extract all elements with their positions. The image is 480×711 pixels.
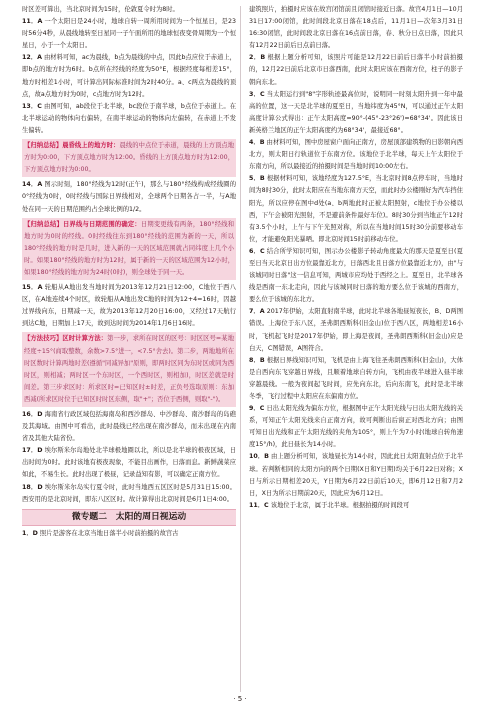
answer-text: 当太阳运行到"8"字形轨迹最高位时，说明同一时刻太阳升到一年中最高的位置，这一天是北半球的夏至日，当地纬度为45°N，可以通过正午太阳高度计算公式得出：正午太阳高度=90°-(45°-23°26')=68°34'。因此该日新英格兰地区的正午太阳高度约为68°34'，最接近68°。 [249,90,463,134]
summary-box-terminator-time [22,139,236,177]
box-tag: 【归纳总结】日界线与日期范围的确定： [24,220,141,228]
answer-text: 由图可知，ab段位于北半球，bc段位于南半球，b点位于赤道上。在北半球运动的物体向右偏转，在南半球运动的物体向左偏转，在赤道上不发生偏转。 [22,102,237,134]
answer-text: 由材料可知，图中房屋窗户面向正南方，房屋顶部建筑物的日影朝向西北方，则太阳日行轨道位于东南方位。该地位于北半球，每天上午太阳位于东南方向，所以最接近的拍摄时间是当地时间10:00左右。 [249,139,463,171]
answer-text: 由材料可知，ac为晨线，b点为晨线的中点，因此b点应位于赤道上，即b点的地方时为6时。b点所在经线的经度为50°E，根据经度每相差15°，地方时相差1小时，可计算出同际标准时间为2时40分。a、c两点为晨线的顶点，故a点地方时为0时，c点地方时为12时。 [22,54,236,98]
answer-11 [249,500,463,512]
answer-6 [249,246,463,306]
answer-number: 7．A [249,308,265,316]
column-divider [240,6,241,692]
answer-number: 11．A [22,18,43,26]
answer-16 [22,409,236,445]
box-text: 日期变更线有两条，180°经线和地方时为0时的经线。0时经线往东到180°经线的范围为新的一天，所以180°经线的地方时是几时，进入新的一天的区域范围就占同纬度上几个小时。如果180°经线的地方时为12时，属于新的一天的区域范围为12小时，如果180°经线的地方时为24时(0时)，则全球处于同一天。 [24,220,235,276]
answer-text: 根据材料可知，该地经度为127.5°E，当北京时间8点停车时，当地时间为8时30分，此时太阳应在当地东南方天空，而此时办公楼刚好为汽车挡住阳光，所以应停在图中d处(a、b两地此时正被太阳照射，c地位于办公楼以西，下午会被阳光照射，不是避前条件最好车位)。8时30分到当地正午12时有3.5个小时，上午与下午光照对称，所以在当地时间15时30分前要移动车位，才能避免阳光暴晒。即北京时间15时前移动车位。 [249,175,463,243]
answer-9 [249,403,463,451]
left-column [22,4,236,540]
answer-number: 2．B [249,54,266,62]
answer-1 [22,528,236,540]
answer-4 [249,137,463,173]
answer-text: 根据上题分析可知，该照片可能是12月22日前后日落半小时前拍摄的，12月22日前后北京市日落西南，此时太阳应该在西南方位，柱子的影子朝向东北。 [249,54,463,86]
answer-text: 根据日界线知识可知，飞机是由上海飞往圣弗朗西斯科(旧金山)，大体是自西向东飞穿越日界线，且顺着地球自转方向，飞机由夜半球进入昼半球穿越晨线。一般为夜间起飞时间，应先向东北，后向东南飞，此时是北半球冬季，飞行过程中太阳应在东偏南方位。 [249,356,463,400]
answer-text: 一个太阳日是24小时，地球自转一周所用时间为一个恒星日，是23时56分4秒，从晨线地转至日星同一子午面所用的地球恒夜变骨周期为一个恒星日，小于一个太阳日。 [22,18,236,50]
box-text: 第一步，求所在时区的区号：时区区号=某地经度÷15°(商取整数，余数>7.5°进一，<7.5°舍去)。第二步，两地地所在时区数时计算两地时差(遵循"同减异加"原则，即两时区同为东时区或同为西时区，则相减；两时区一个东时区，一个西时区，则相加)，时区差就是时间差。第三步求区时：所求区时=已知区时±时差，正负号选取原则：东加西减(所求区时位于已知区时时区东侧，取"+"；否位于西侧，则取"-")。 [24,335,234,403]
answer-10 [249,451,463,499]
answer-number: 11．C [249,501,269,509]
answer-text: 海南省行政区域包括海南岛和西沙群岛、中沙群岛、南沙群岛的岛礁及其海域。由图中可看出，此时晨线已经出现在南沙群岛，而未出现在内南省及其他大陆省份。 [22,411,236,443]
answer-11 [22,16,236,52]
answer-continuation: 建筑照片，拍摄时应该在故宫闭馆前且闭馆时接近日落。故宫4月1日—10月31日17:00闭馆，此时间段北京日落在18点后，11月1日—次年3月31日16:30闭馆，此时间段北京日落在16点前日落，春、秋分日点日落，因此只有12月22日前后日点前日落。 [249,6,463,50]
answer-number: 9．C [249,405,265,413]
page-number: · 5 · [233,695,247,703]
answer-17 [22,445,236,481]
right-column [249,4,463,512]
answer-number: 16．D [22,411,43,418]
answer-text: 2017年伊始，太阳直射南半球，此时北半球各地昼短夜长，B、D两图错误。上海位于东八区，圣弗朗西斯科(旧金山)位于西八区，两地相差16小时，飞机起飞时是2017年伊始，即上海是夜间，圣弗朗西斯科(旧金山)应是白天，C图错误，A图符合。 [249,308,463,352]
answer-text: 图示时刻，180°经线为12时(正午)，那么与180°经线构成经线圈的0°经线为0时，0时经线与国际日界线相对，全球两个日期各占一半，与A地处在同一天的日期范围约占全球比例的1/2。 [22,181,236,213]
answer-continuation: 时区差可算出，当北京时间为15时，伦敦夏令时为8时。 [22,6,179,13]
box-tag: 【方法技巧】区时计算方法： [24,335,108,343]
box-tag: 【归纳总结】晨昏线上的地方时： [24,142,120,150]
answer-text: 轮船从A地出发当地时间为2013年12月21日12:00，C地位于西八区，在A地连续4个时区，故轮船从A地出发C地的时间为12+4=16时，因越过界线向东，日期减一天，故为2013年12月20日16:00，又经过17天航行到达C地，日期加上17天，故到达时间为2014年1月6日16时。 [22,284,236,328]
answer-number: 12．A [22,54,42,62]
answer-number: 3．C [249,90,265,98]
answer-text: 照片是游客在北京当地日落半小时前拍摄的故宫古 [39,529,179,537]
answer-text: 埃尔斯米尔岛地处北半球极地圈以北，所以是北半球的极夜区域，日出时间为0时。此时该地有极夜现象，不能目出画作，日落而息。新鲜蔬菜应如此，不易生长。此时出现了极昼，记录益知有影，可以确定正南方位。 [22,447,236,479]
summary-box-date-line [22,218,236,280]
answer-number: 18．D [22,483,43,491]
answer-number: 5．B [249,175,265,183]
answer-number: 10．B [249,453,269,461]
answer-number: 1．D [22,529,38,537]
answer-8 [249,355,463,403]
box-text: 晨线的中点位于赤道，晨线的上方顶点地方时为0:00，下方顶点地方时为12:00。昏线的上方顶点地方时为12:00，下方顶点地方时为0:00。 [24,142,235,174]
answer-number: 14．A [22,181,43,189]
answer-7 [249,306,463,354]
method-box-zone-time [22,332,236,407]
answer-number: 17．D [22,447,43,455]
answer-text: 结合所学知识可知，图示办公楼影子转动角度最大的那天是夏至日(夏至日当天北京日出方位最靠近北方，日落西北且日落方位最靠近北方)，由"与该城同时日落"这一信息可知，两城市应均处于西经之上。夏至日，北半球各线是西南一东北走向，因此与该城同时日落的地方要么位于该城的西南方，要么位于该城的东北方。 [249,247,463,304]
answer-12 [22,52,236,100]
answer-5 [249,173,463,246]
answer-text: 埃尔斯米尔岛实行夏令时，此时当地西五区区时是5月31日15:00。西安用的是北京时间，即东八区区时。故计算得出北京时间是6月1日4:00。 [22,483,236,503]
answer-14 [22,179,236,215]
answer-number: 4．B [249,139,265,147]
answer-text: 日出太阳光线为偏东方位，根据图中正午太阳光线与日出太阳光线的关系，可知正午太阳光线来自正南方向，故可判断出后窗正对西北方向；由图可知日出光线和正午太阳光线的夹角为105°，则上午为7小时(地球自转角速度15°/h)，此日昼长为14小时。 [249,405,463,449]
answer-text: 该地位于北京，属于北半球。根据拍摄的时间段可 [270,501,410,509]
answer-number: 6．C [249,247,265,255]
answer-13 [22,101,236,137]
section-title: 微专题二 太阳的周日视运动 [22,509,236,526]
answer-15 [22,282,236,330]
answer-18 [22,482,236,506]
answer-3 [249,89,463,137]
answer-number: 13．C [22,102,42,110]
answer-text: 由上题分析可知，该地昼长为14小时，因此此日太阳直射点位于北半球。若判断相同的太阳方向的两个日期(X日和Y日期)均关于6月22日对称；X日与所示日期相差20天，Y日期为6月22日前后10天，即6月12日和7月2日，X日为所示日期前20天，因此应为6月12日。 [249,453,463,497]
answer-number: 8．B [249,356,265,364]
answer-2 [249,52,463,88]
answer-number: 15．A [22,284,43,292]
